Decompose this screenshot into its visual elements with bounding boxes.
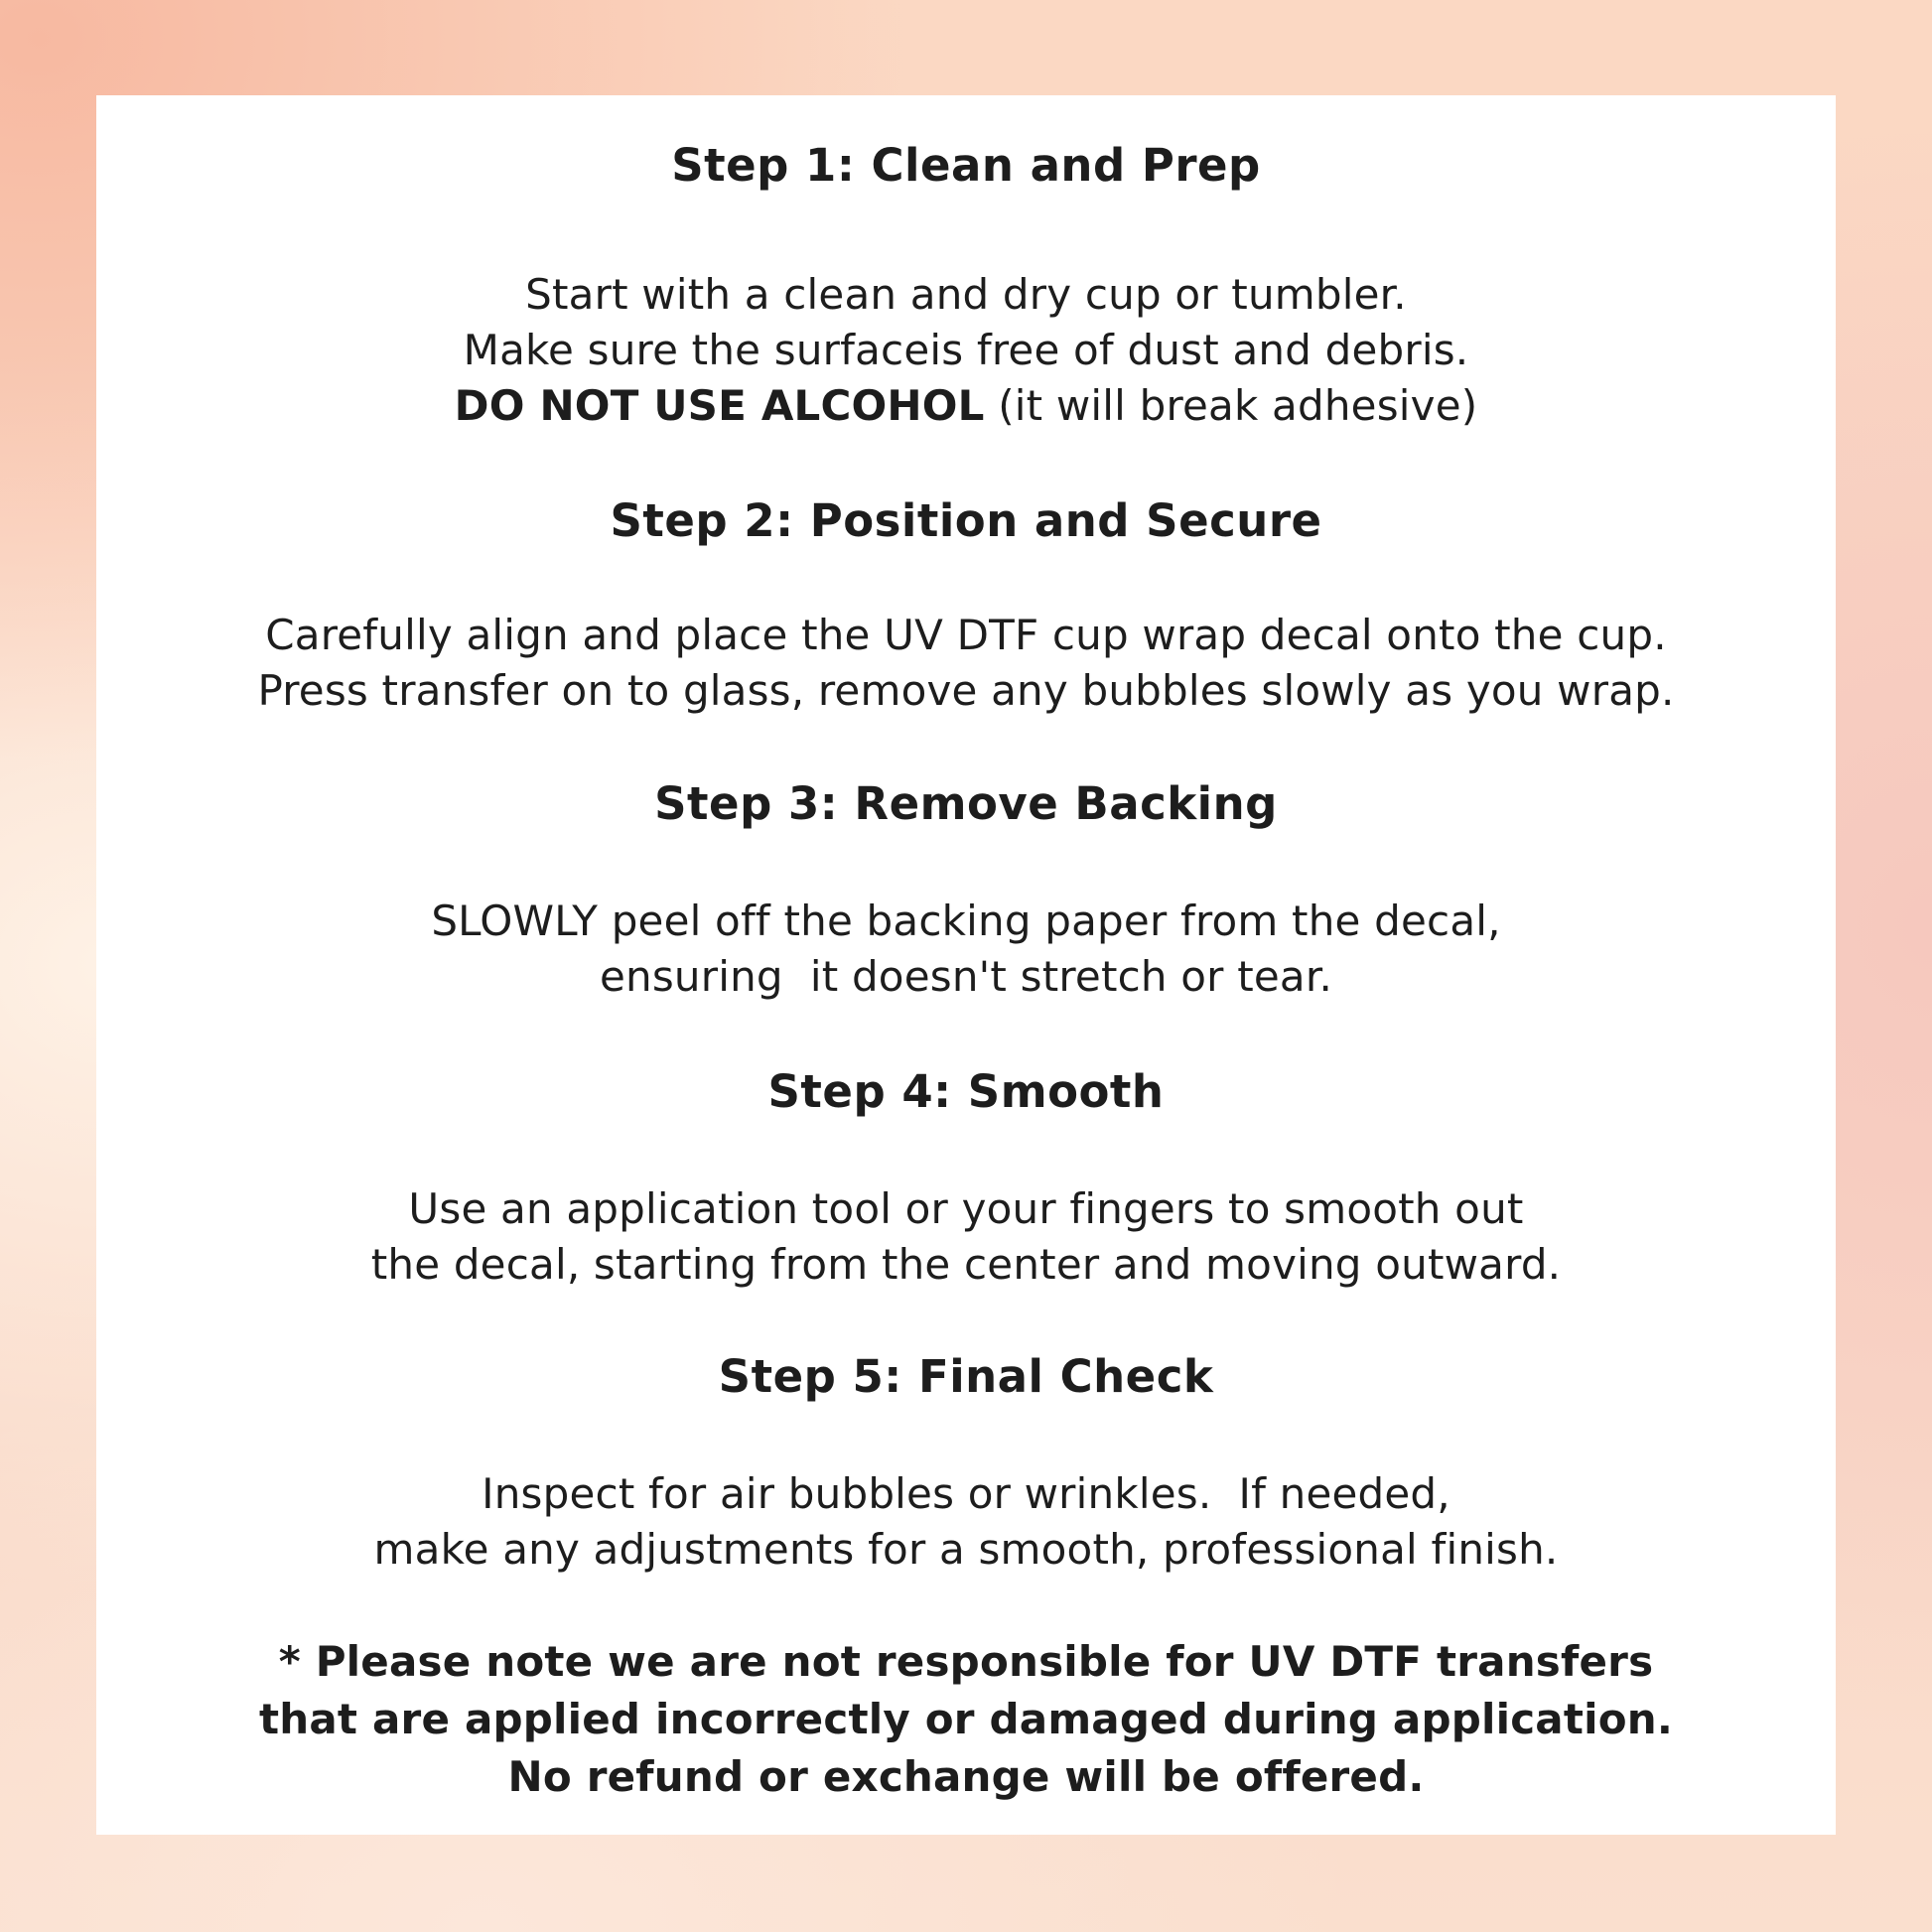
instruction-line: Start with a clean and dry cup or tumbler. — [525, 270, 1407, 319]
step-4-instructions — [96, 1181, 1836, 1293]
disclaimer-line: that are applied incorrectly or damaged during application. — [258, 1695, 1674, 1743]
step-4-heading: Step 4: Smooth — [767, 1065, 1165, 1118]
instruction-line: ensuring it doesn't stretch or tear. — [599, 952, 1332, 1001]
instruction-line: Use an application tool or your fingers to smooth out — [408, 1184, 1524, 1233]
step-5-instructions — [96, 1466, 1836, 1578]
step-3-instructions — [96, 894, 1836, 1005]
step-1-instructions — [96, 267, 1836, 434]
alcohol-warning-bold-text: DO NOT USE ALCOHOL — [454, 381, 985, 430]
disclaimer-line: No refund or exchange will be offered. — [507, 1752, 1425, 1801]
instruction-card — [96, 95, 1836, 1835]
instruction-line: Carefully align and place the UV DTF cup wrap decal onto the cup. — [265, 611, 1667, 659]
disclaimer-line: * Please note we are not responsible for UV DTF transfers — [278, 1637, 1654, 1686]
step-2-instructions — [96, 608, 1836, 719]
step-5-heading: Step 5: Final Check — [718, 1350, 1214, 1403]
instruction-line: make any adjustments for a smooth, professional finish. — [373, 1525, 1559, 1574]
instruction-line: SLOWLY peel off the backing paper from the decal, — [431, 897, 1501, 945]
step-1-heading: Step 1: Clean and Prep — [671, 139, 1261, 192]
instruction-line-alcohol-warning — [96, 378, 1836, 434]
instruction-line: Inspect for air bubbles or wrinkles. If needed, — [482, 1469, 1450, 1518]
responsibility-disclaimer — [96, 1633, 1836, 1806]
instruction-line: the decal, starting from the center and moving outward. — [370, 1240, 1562, 1289]
alcohol-warning-note: (it will break adhesive) — [984, 381, 1478, 430]
step-2-heading: Step 2: Position and Secure — [610, 494, 1322, 547]
instruction-line: Make sure the surfaceis free of dust and debris. — [463, 326, 1469, 374]
instruction-line: Press transfer on to glass, remove any bubbles slowly as you wrap. — [257, 666, 1675, 715]
step-3-heading: Step 3: Remove Backing — [654, 777, 1278, 830]
